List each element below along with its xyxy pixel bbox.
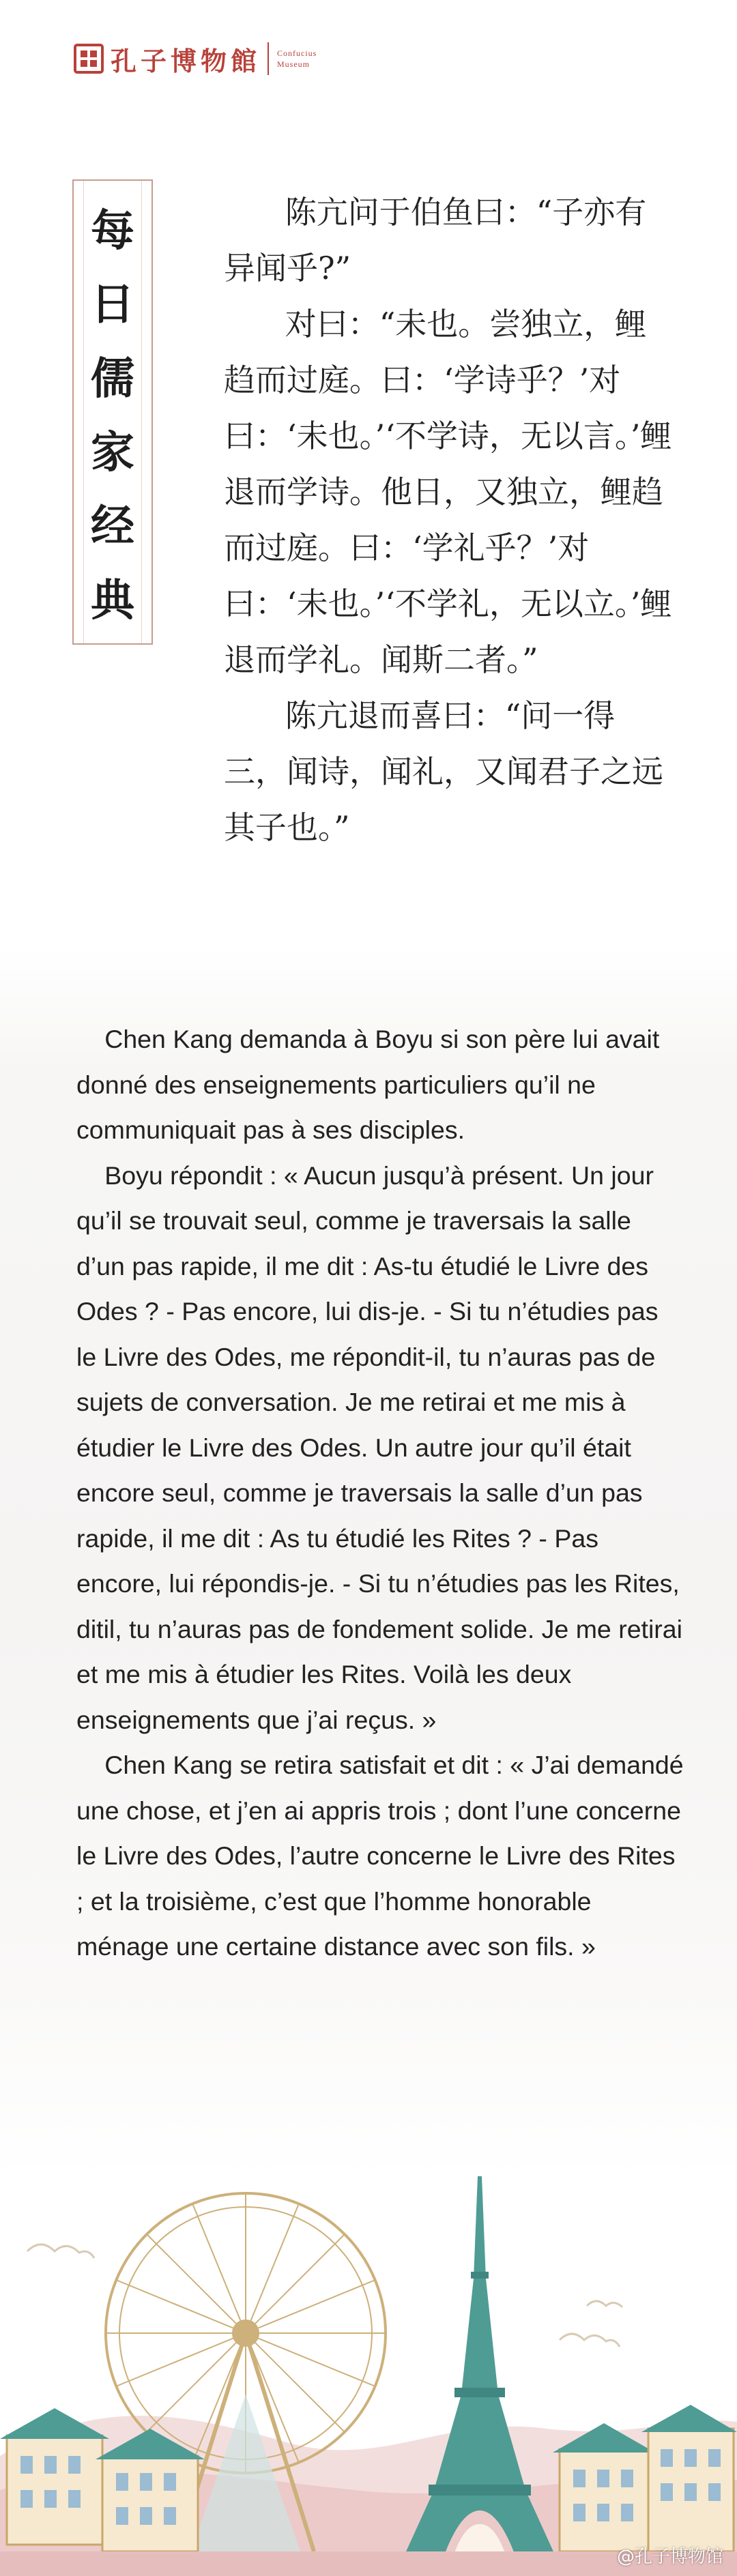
classical-paragraph-1: 陈亢问于伯鱼曰：“子亦有异闻乎?” — [224, 194, 647, 287]
title-char: 经 — [91, 501, 134, 553]
classical-paragraph-2: 对曰：“未也。尝独立，鲤趋而过庭。曰：‘学诗乎？’对曰：‘未也。’‘不学诗，无以言。’鲤退而学诗。他日，又独立，鲤趋而过庭。曰：‘学礼乎？’对曰：‘未也。’‘不学礼，无以立。’鲤退而学礼。闻斯二者。” — [224, 306, 672, 678]
logo-english-line1: Confucius — [277, 48, 317, 58]
paris-illustration — [0, 2169, 737, 2576]
houses-right — [553, 2405, 737, 2551]
translation-paragraph-3: Chen Kang se retira satisfait et dit : « J’ai demandé une chose, et j’en ai appris trois ; dont l’une concerne le Livre des Odes, l’autre concerne le Livre des Rites ; et la troisième, c’est que l’homme honorable ménage une certaine distance avec son fils. » — [76, 1751, 684, 1961]
museum-logo[interactable] — [74, 38, 317, 79]
classical-text — [224, 184, 674, 855]
logo-chinese-name: 孔子博物館 — [111, 45, 261, 76]
title-char: 儒 — [91, 353, 134, 405]
seal-icon — [74, 44, 104, 74]
title-char: 日 — [91, 279, 134, 331]
logo-english-name — [277, 48, 317, 70]
weibo-watermark: @孔子博物馆 — [616, 2547, 723, 2567]
translation-paragraph-2: Boyu répondit : « Aucun jusqu’à présent. Un jour qu’il se trouvait seul, comme je traversais la salle d’un pas rapide, il me dit : As-tu étudié le Livre des Odes ? - Pas encore, lui dis-je. - Si tu n’étudies pas le Livre des Odes, me répondit-il, tu n’auras pas de sujets de conversation. Je me retirai et me mis à étudier le Livre des Odes. Un autre jour qu’il était encore seul, comme je traversais la salle d’un pas rapide, il me dit : As tu étudié les Rites ? - Pas encore, lui répondis-je. - Si tu n’étudies pas les Rites, ditil, tu n’auras pas de fondement solide. Je me retirai et me mis à étudier les Rites. Voilà les deux enseignements que j’ai reçus. » — [76, 1160, 682, 1734]
vertical-title — [72, 179, 153, 645]
classical-paragraph-3: 陈亢退而喜曰：“问一得三，闻诗，闻礼，又闻君子之远其子也。” — [224, 697, 663, 846]
title-char: 每 — [91, 205, 134, 257]
title-char: 典 — [91, 574, 134, 626]
logo-english-line2: Museum — [277, 59, 310, 69]
french-translation — [76, 1016, 684, 1970]
translation-paragraph-1: Chen Kang demanda à Boyu si son père lui avait donné des enseignements particuliers qu’il ne communiquait pas à ses disciples. — [76, 1025, 660, 1144]
title-char: 家 — [91, 427, 134, 479]
logo-divider — [268, 42, 269, 75]
